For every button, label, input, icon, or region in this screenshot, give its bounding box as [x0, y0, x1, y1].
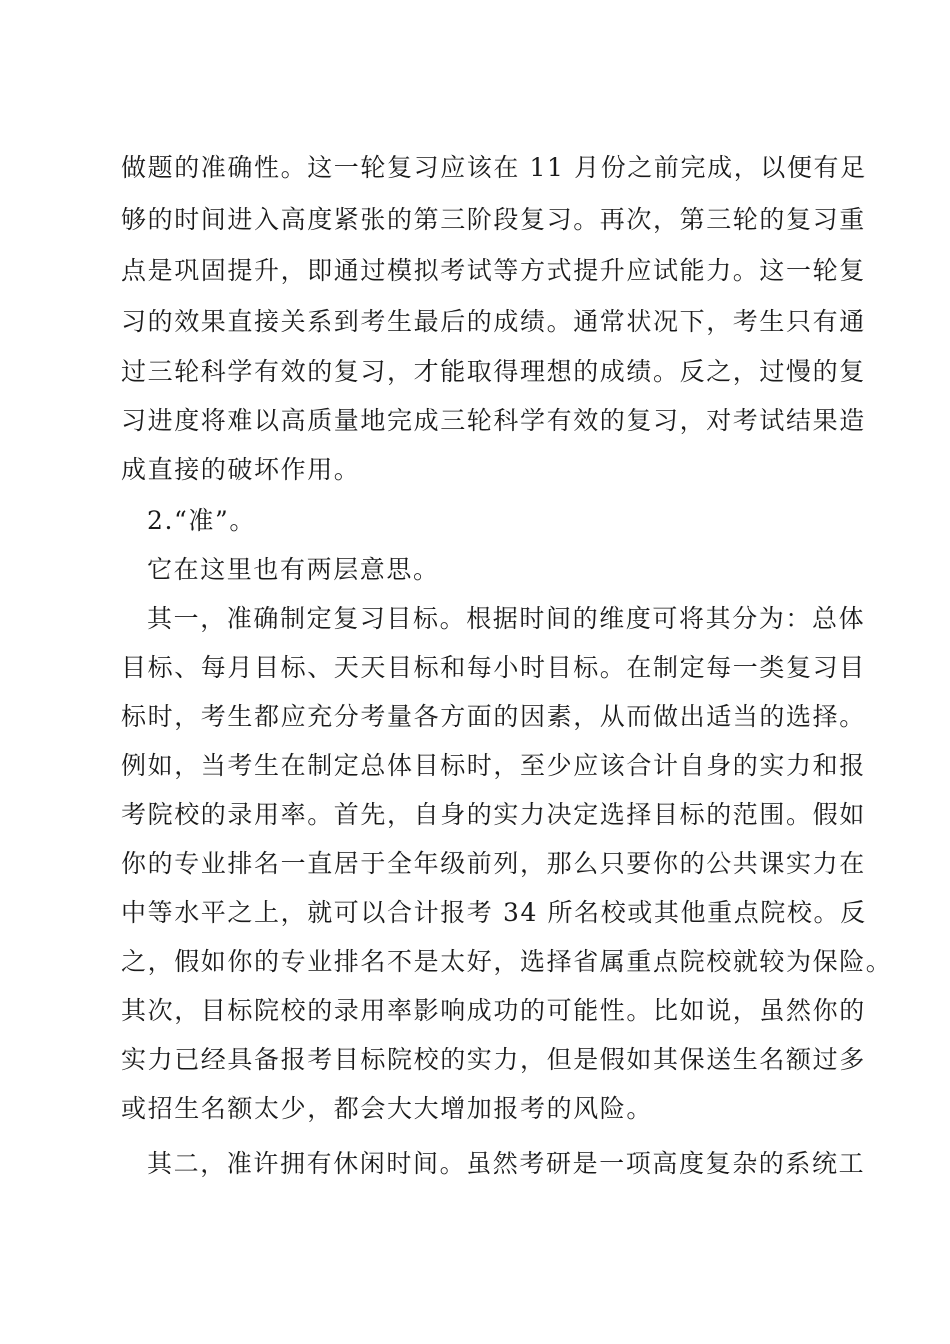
text-line: 实力已经具备报考目标院校的实力，但是假如其保送生名额过多: [121, 1045, 866, 1074]
text-line: 中等水平之上，就可以合计报考 34 所名校或其他重点院校。反: [121, 898, 867, 927]
text-line: 你的专业排名一直居于全年级前列，那么只要你的公共课实力在: [121, 849, 866, 878]
text-line: 或招生名额太少，都会大大增加报考的风险。: [121, 1094, 654, 1123]
text-line: 考院校的录用率。首先，自身的实力决定选择目标的范围。假如: [121, 800, 866, 829]
text-line: 其次，目标院校的录用率影响成功的可能性。比如说，虽然你的: [121, 996, 866, 1025]
section-heading: 2.“准”。: [147, 506, 257, 535]
text-line: 点是巩固提升，即通过模拟考试等方式提升应试能力。这一轮复: [121, 256, 866, 285]
text-line: 其二，准许拥有休闲时间。虽然考研是一项高度复杂的系统工: [147, 1149, 866, 1178]
text-line: 够的时间进入高度紧张的第三阶段复习。再次，第三轮的复习重: [121, 205, 866, 234]
text-line: 习的效果直接关系到考生最后的成绩。通常状况下，考生只有通: [121, 307, 866, 336]
text-line: 做题的准确性。这一轮复习应该在 11 月份之前完成，以便有足: [121, 153, 867, 182]
text-line: 目标、每月目标、天天目标和每小时目标。在制定每一类复习目: [121, 653, 866, 682]
text-line: 之，假如你的专业排名不是太好，选择省属重点院校就较为保险。: [121, 947, 893, 976]
text-line: 标时，考生都应充分考量各方面的因素，从而做出适当的选择。: [121, 702, 866, 731]
text-line: 习进度将难以高质量地完成三轮科学有效的复习，对考试结果造: [121, 406, 866, 435]
text-line: 成直接的破坏作用。: [121, 455, 361, 484]
text-line: 例如，当考生在制定总体目标时，至少应该合计自身的实力和报: [121, 751, 866, 780]
text-line: 其一，准确制定复习目标。根据时间的维度可将其分为：总体: [147, 604, 866, 633]
text-line: 过三轮科学有效的复习，才能取得理想的成绩。反之，过慢的复: [121, 357, 866, 386]
text-line: 它在这里也有两层意思。: [147, 555, 440, 584]
